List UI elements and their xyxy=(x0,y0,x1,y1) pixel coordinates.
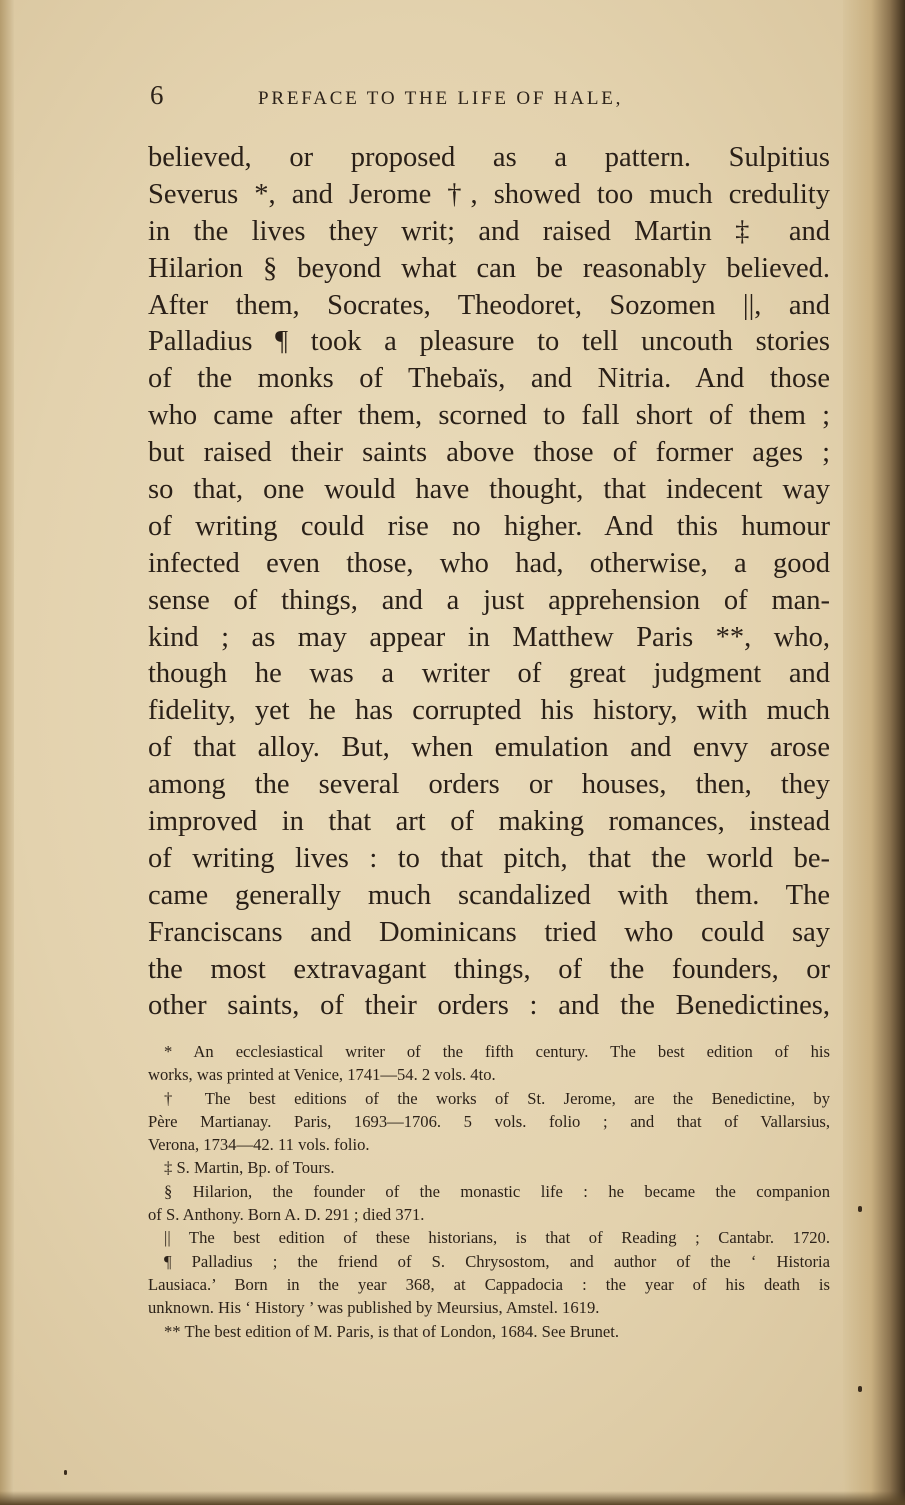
ink-speck xyxy=(64,1470,67,1475)
footnote-line: ‡ S. Martin, Bp. of Tours. xyxy=(164,1158,335,1178)
text-line: in the lives they writ; and raised Martin ‡ and xyxy=(148,215,830,247)
text-line: among the several orders or houses, then, they xyxy=(148,769,830,801)
text-line: came generally much scandalized with them. The xyxy=(148,879,830,911)
footnote-line: * An ecclesiastical writer of the fifth century. The best edition of his xyxy=(164,1042,830,1061)
text-line: Franciscans and Dominicans tried who could say xyxy=(148,916,830,948)
text-line: fidelity, yet he has corrupted his history, with much xyxy=(148,695,830,727)
text-line: the most extravagant things, of the founders, or xyxy=(148,953,830,985)
ink-speck xyxy=(858,1206,862,1212)
text-line: After them, Socrates, Theodoret, Sozomen ||, and xyxy=(148,289,830,321)
text-line: sense of things, and a just apprehension of man- xyxy=(148,584,830,616)
footnote-line: unknown. His ‘ History ’ was published by Meursius, Amstel. 1619. xyxy=(148,1298,600,1318)
text-line: other saints, of their orders : and the Benedictines, xyxy=(148,990,830,1022)
footnote-line: † The best editions of the works of St. Jerome, are the Benedictine, by xyxy=(164,1088,830,1108)
text-line: Palladius ¶ took a pleasure to tell uncouth stories xyxy=(148,326,830,358)
text-line: who came after them, scorned to fall short of them ; xyxy=(148,400,830,432)
page-right-edge-shadow xyxy=(843,0,905,1505)
footnote-line: works, was printed at Venice, 1741—54. 2 vols. 4to. xyxy=(148,1065,496,1085)
text-line: but raised their saints above those of former ages ; xyxy=(148,437,830,469)
running-header xyxy=(150,80,830,120)
footnote-line: Verona, 1734—42. 11 vols. folio. xyxy=(148,1135,370,1155)
page-number: 6 xyxy=(150,80,164,110)
text-line: so that, one would have thought, that indecent way xyxy=(148,474,830,506)
footnote-line: ¶ Palladius ; the friend of S. Chrysostom, and author of the ‘ Historia xyxy=(164,1251,830,1271)
text-line: kind ; as may appear in Matthew Paris **, who, xyxy=(148,621,830,653)
page-left-edge xyxy=(0,0,14,1505)
text-line: of writing could rise no higher. And this humour xyxy=(148,510,830,542)
page-bottom-edge xyxy=(0,1491,905,1505)
footnote-line: § Hilarion, the founder of the monastic life : he became the companion xyxy=(164,1181,830,1201)
footnote-line: Père Martianay. Paris, 1693—1706. 5 vols. folio ; and that of Vallarsius, xyxy=(148,1111,830,1131)
text-line: of that alloy. But, when emulation and envy arose xyxy=(148,732,830,764)
footnote-line: of S. Anthony. Born A. D. 291 ; died 371. xyxy=(148,1205,425,1225)
running-title: PREFACE TO THE LIFE OF HALE, xyxy=(258,88,624,109)
footnote-line: || The best edition of these historians, is that of Reading ; Cantabr. 1720. xyxy=(164,1228,830,1248)
footnote-line: ** The best edition of M. Paris, is that of London, 1684. See Brunet. xyxy=(164,1321,620,1341)
text-line: though he was a writer of great judgment and xyxy=(148,658,830,690)
text-line: of the monks of Thebaïs, and Nitria. And those xyxy=(148,363,830,395)
footnote-line: Lausiaca.’ Born in the year 368, at Cappadocia : the year of his death is xyxy=(148,1274,830,1294)
text-line: improved in that art of making romances, instead xyxy=(148,806,830,838)
footnotes xyxy=(148,1040,830,1343)
text-line: believed, or proposed as a pattern. Sulpitius xyxy=(148,142,830,173)
text-line: Hilarion § beyond what can be reasonably believed. xyxy=(148,252,830,284)
text-line: Severus *, and Jerome †, showed too much credulity xyxy=(148,178,830,210)
text-line: infected even those, who had, otherwise, a good xyxy=(148,547,830,579)
text-line: of writing lives : to that pitch, that the world be- xyxy=(148,842,830,874)
ink-speck xyxy=(858,1386,862,1392)
main-text xyxy=(148,140,830,1025)
